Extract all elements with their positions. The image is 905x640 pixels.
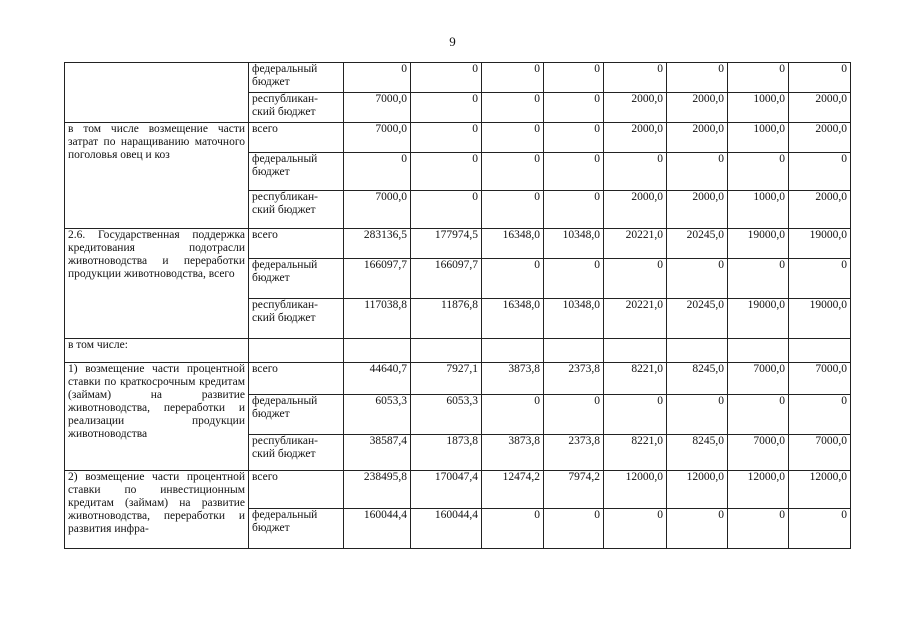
value-cell: 12000,0 <box>789 471 851 509</box>
row-description: в том числе возмещение части затрат по наращиванию маточного поголовья овец и коз <box>65 123 249 229</box>
budget-type-cell: республикан-ский бюджет <box>249 191 344 229</box>
value-cell <box>604 339 667 363</box>
budget-type-cell: федеральный бюджет <box>249 63 344 93</box>
value-cell <box>667 339 728 363</box>
value-cell: 19000,0 <box>789 299 851 339</box>
value-cell: 0 <box>482 191 544 229</box>
value-cell: 16348,0 <box>482 229 544 259</box>
budget-type-cell: федеральный бюджет <box>249 259 344 299</box>
value-cell: 0 <box>411 63 482 93</box>
budget-type-cell: всего <box>249 123 344 153</box>
value-cell: 7000,0 <box>344 191 411 229</box>
value-cell: 0 <box>411 153 482 191</box>
value-cell: 20221,0 <box>604 299 667 339</box>
row-description: 2) возмещение части процентной ставки по инвестиционным кредитам (займам) на развитие животноводства, переработки и развития инфра- <box>65 471 249 549</box>
value-cell <box>728 339 789 363</box>
value-cell: 0 <box>544 153 604 191</box>
table-row <box>65 363 851 395</box>
value-cell: 0 <box>482 93 544 123</box>
value-cell: 2000,0 <box>604 93 667 123</box>
budget-type-cell: республикан-ский бюджет <box>249 93 344 123</box>
value-cell: 0 <box>544 123 604 153</box>
value-cell: 8221,0 <box>604 435 667 471</box>
value-cell: 2000,0 <box>789 123 851 153</box>
value-cell: 0 <box>344 63 411 93</box>
value-cell: 7000,0 <box>728 435 789 471</box>
value-cell: 283136,5 <box>344 229 411 259</box>
value-cell: 2373,8 <box>544 363 604 395</box>
value-cell: 0 <box>544 63 604 93</box>
value-cell: 0 <box>728 509 789 549</box>
value-cell: 0 <box>789 395 851 435</box>
row-description: 2.6. Государственная поддержка кредитования подотрасли животноводства и переработки продукции животноводства, всего <box>65 229 249 339</box>
value-cell: 0 <box>544 509 604 549</box>
value-cell: 7000,0 <box>728 363 789 395</box>
value-cell: 19000,0 <box>789 229 851 259</box>
value-cell: 0 <box>789 259 851 299</box>
value-cell: 2000,0 <box>667 123 728 153</box>
value-cell: 0 <box>411 191 482 229</box>
value-cell: 0 <box>667 509 728 549</box>
value-cell: 12000,0 <box>728 471 789 509</box>
value-cell: 160044,4 <box>411 509 482 549</box>
value-cell: 7974,2 <box>544 471 604 509</box>
value-cell: 12474,2 <box>482 471 544 509</box>
budget-type-cell: республикан-ский бюджет <box>249 299 344 339</box>
value-cell: 20245,0 <box>667 229 728 259</box>
value-cell: 8245,0 <box>667 435 728 471</box>
value-cell: 0 <box>482 63 544 93</box>
row-description: в том числе: <box>65 339 249 363</box>
table-row <box>65 229 851 259</box>
value-cell: 0 <box>482 123 544 153</box>
value-cell: 0 <box>789 509 851 549</box>
budget-type-cell: всего <box>249 229 344 259</box>
value-cell: 2000,0 <box>667 191 728 229</box>
value-cell: 6053,3 <box>411 395 482 435</box>
value-cell: 8221,0 <box>604 363 667 395</box>
row-description: 1) возмещение части процентной ставки по краткосрочным кредитам (займам) на развитие животноводства, переработки и реализации продукции животноводства <box>65 363 249 471</box>
value-cell: 1000,0 <box>728 93 789 123</box>
value-cell: 3873,8 <box>482 363 544 395</box>
value-cell <box>482 339 544 363</box>
value-cell: 0 <box>482 259 544 299</box>
value-cell: 0 <box>604 63 667 93</box>
value-cell: 160044,4 <box>344 509 411 549</box>
value-cell: 7000,0 <box>789 363 851 395</box>
value-cell: 166097,7 <box>411 259 482 299</box>
budget-type-cell: республикан-ский бюджет <box>249 435 344 471</box>
value-cell: 20245,0 <box>667 299 728 339</box>
value-cell: 0 <box>544 93 604 123</box>
value-cell: 6053,3 <box>344 395 411 435</box>
value-cell: 0 <box>728 153 789 191</box>
value-cell: 166097,7 <box>344 259 411 299</box>
value-cell: 0 <box>482 395 544 435</box>
value-cell: 2373,8 <box>544 435 604 471</box>
value-cell: 2000,0 <box>604 123 667 153</box>
budget-type-cell: всего <box>249 471 344 509</box>
value-cell <box>411 339 482 363</box>
value-cell: 7000,0 <box>344 93 411 123</box>
value-cell: 0 <box>544 259 604 299</box>
value-cell <box>544 339 604 363</box>
value-cell: 0 <box>411 123 482 153</box>
page-number: 9 <box>449 34 456 49</box>
value-cell: 0 <box>728 395 789 435</box>
budget-type-cell: федеральный бюджет <box>249 395 344 435</box>
table-row <box>65 471 851 509</box>
value-cell: 1000,0 <box>728 123 789 153</box>
value-cell: 19000,0 <box>728 299 789 339</box>
value-cell: 0 <box>482 153 544 191</box>
value-cell: 0 <box>604 395 667 435</box>
value-cell <box>344 339 411 363</box>
value-cell: 1873,8 <box>411 435 482 471</box>
value-cell: 1000,0 <box>728 191 789 229</box>
value-cell: 10348,0 <box>544 229 604 259</box>
value-cell: 170047,4 <box>411 471 482 509</box>
value-cell: 20221,0 <box>604 229 667 259</box>
value-cell: 0 <box>667 395 728 435</box>
value-cell: 0 <box>728 63 789 93</box>
value-cell: 2000,0 <box>789 191 851 229</box>
value-cell: 0 <box>544 191 604 229</box>
value-cell: 2000,0 <box>667 93 728 123</box>
value-cell: 11876,8 <box>411 299 482 339</box>
row-description <box>65 63 249 123</box>
value-cell: 8245,0 <box>667 363 728 395</box>
value-cell: 0 <box>482 509 544 549</box>
value-cell: 238495,8 <box>344 471 411 509</box>
value-cell: 0 <box>667 63 728 93</box>
value-cell: 38587,4 <box>344 435 411 471</box>
value-cell: 16348,0 <box>482 299 544 339</box>
value-cell: 2000,0 <box>604 191 667 229</box>
value-cell: 12000,0 <box>604 471 667 509</box>
value-cell: 2000,0 <box>789 93 851 123</box>
value-cell: 117038,8 <box>344 299 411 339</box>
value-cell: 177974,5 <box>411 229 482 259</box>
value-cell: 7000,0 <box>344 123 411 153</box>
value-cell: 12000,0 <box>667 471 728 509</box>
value-cell: 0 <box>667 259 728 299</box>
value-cell: 0 <box>411 93 482 123</box>
table-body <box>65 63 851 549</box>
value-cell: 7000,0 <box>789 435 851 471</box>
table-row <box>65 63 851 93</box>
value-cell: 0 <box>789 153 851 191</box>
value-cell: 3873,8 <box>482 435 544 471</box>
value-cell <box>789 339 851 363</box>
value-cell: 0 <box>728 259 789 299</box>
table-row <box>65 123 851 153</box>
value-cell: 19000,0 <box>728 229 789 259</box>
budget-type-cell: федеральный бюджет <box>249 153 344 191</box>
budget-type-cell: всего <box>249 363 344 395</box>
budget-table <box>64 62 851 549</box>
budget-type-cell <box>249 339 344 363</box>
value-cell: 44640,7 <box>344 363 411 395</box>
budget-type-cell: федеральный бюджет <box>249 509 344 549</box>
value-cell: 0 <box>667 153 728 191</box>
value-cell: 7927,1 <box>411 363 482 395</box>
value-cell: 10348,0 <box>544 299 604 339</box>
table-row <box>65 339 851 363</box>
value-cell: 0 <box>344 153 411 191</box>
value-cell: 0 <box>789 63 851 93</box>
value-cell: 0 <box>544 395 604 435</box>
value-cell: 0 <box>604 153 667 191</box>
value-cell: 0 <box>604 259 667 299</box>
value-cell: 0 <box>604 509 667 549</box>
